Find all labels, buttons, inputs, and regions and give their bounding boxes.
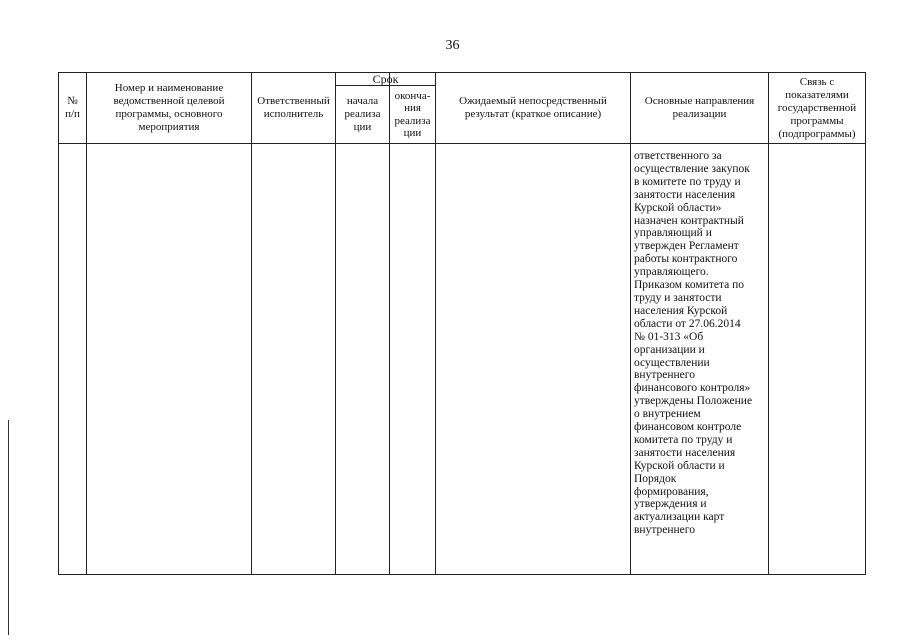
- header-name: Номер и наименование ведомственной целевой программы, основного мероприятия: [113, 82, 225, 133]
- col-divider: [251, 73, 252, 574]
- page-number: 36: [445, 38, 460, 53]
- header-end: оконча- ния реализа ции: [394, 89, 431, 139]
- header-directions: Основные направления реализации: [644, 95, 755, 120]
- col-divider: [86, 73, 87, 574]
- directions-cell-text: ответственного за осуществление закупок в комитете по труду и занятости населения Курской области» назначен контрактный управляющий и утвержден Регламент работы контрактного управляющего. Приказом комитета по труду и занятости населения Курской области от 27.06.2014 № 01-313 «Об организации и осуществлении внутреннего финансового контроля» утверждены Положение о внутрением финансовом контроле комитета по труду и занятости населения Курской области и Порядок формирования, утверждения и актуализации карт внутреннего: [634, 150, 753, 537]
- header-term: Срок: [372, 71, 399, 86]
- col-divider: [435, 73, 436, 574]
- margin-line: [8, 420, 9, 635]
- header-expected: Ожидаемый непосредственный результат (краткое описание): [459, 95, 607, 120]
- col-divider: [335, 73, 336, 574]
- header-start: начала реализа ции: [344, 95, 381, 133]
- measures-table: [58, 72, 866, 575]
- header-bottom-line: [59, 143, 865, 144]
- col-divider: [630, 73, 631, 574]
- col-divider: [389, 73, 390, 574]
- header-link: Связь с показателями государственной программы (подпрограммы): [777, 75, 857, 140]
- header-num: № п/п: [65, 95, 80, 120]
- header-responsible: Ответственный исполнитель: [257, 95, 330, 120]
